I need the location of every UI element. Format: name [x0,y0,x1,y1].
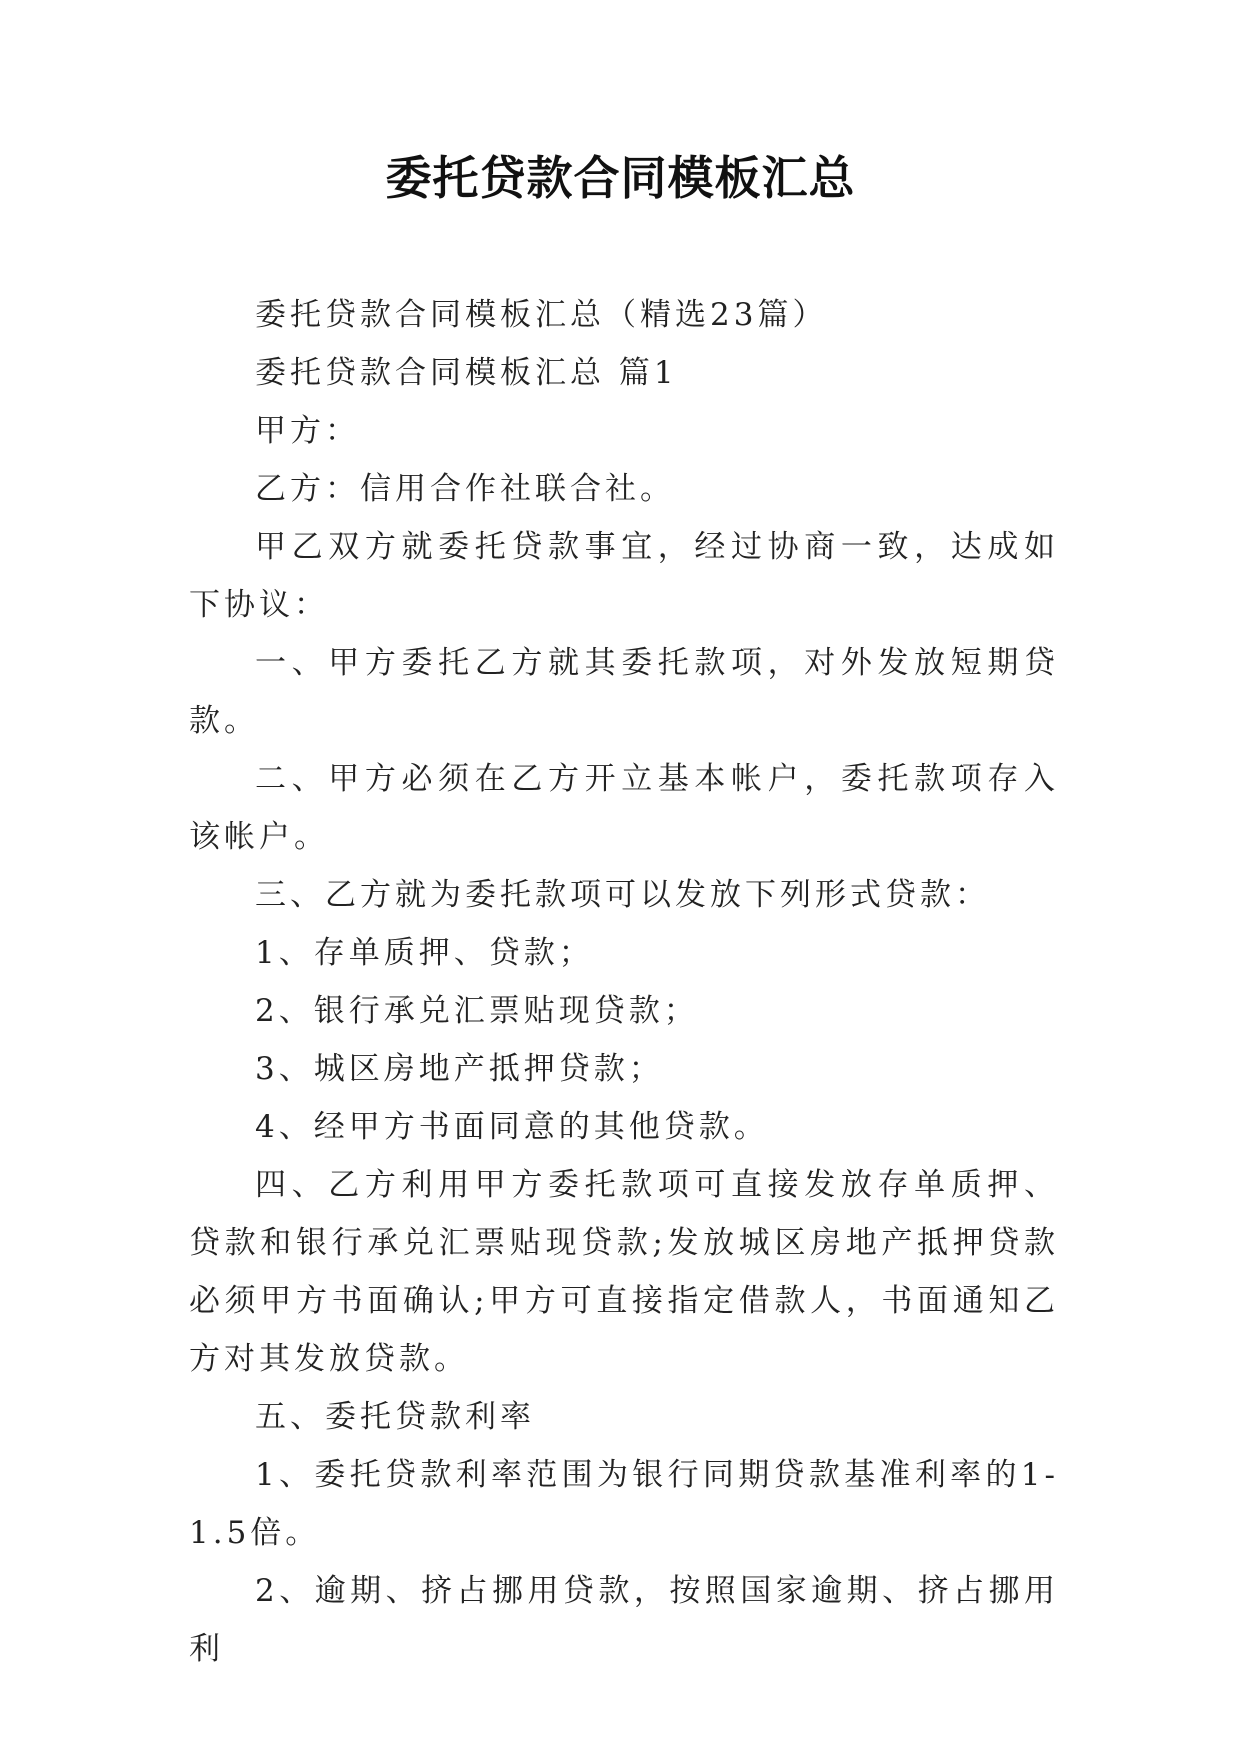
paragraph: 2、逾期、挤占挪用贷款，按照国家逾期、挤占挪用利 [189,1573,1059,1667]
paragraph: 一、甲方委托乙方就其委托款项，对外发放短期贷款。 [189,645,1059,739]
paragraph: 甲乙双方就委托贷款事宜，经过协商一致，达成如下协议： [189,529,1059,623]
paragraph: 1、委托贷款利率范围为银行同期贷款基准利率的1-1.5倍。 [189,1457,1059,1551]
paragraph: 甲方： [255,413,360,449]
paragraph: 委托贷款合同模板汇总（精选23篇） [255,297,828,333]
paragraph: 四、乙方利用甲方委托款项可直接发放存单质押、贷款和银行承兑汇票贴现贷款;发放城区房地产抵押贷款必须甲方书面确认;甲方可直接指定借款人，书面通知乙方对其发放贷款。 [189,1167,1059,1377]
paragraph: 3、城区房地产抵押贷款； [255,1051,664,1087]
paragraph: 2、银行承兑汇票贴现贷款； [255,993,699,1029]
document-body [189,286,1059,1678]
paragraph: 五、委托贷款利率 [255,1399,535,1435]
paragraph: 1、存单质押、贷款； [255,935,594,971]
paragraph: 乙方：信用合作社联合社。 [255,471,675,507]
paragraph: 二、甲方必须在乙方开立基本帐户，委托款项存入该帐户。 [189,761,1059,855]
paragraph: 三、乙方就为委托款项可以发放下列形式贷款： [255,877,990,913]
paragraph: 4、经甲方书面同意的其他贷款。 [255,1109,769,1145]
paragraph: 委托贷款合同模板汇总 篇1 [255,355,678,391]
document-title: 委托贷款合同模板汇总 [385,151,856,205]
